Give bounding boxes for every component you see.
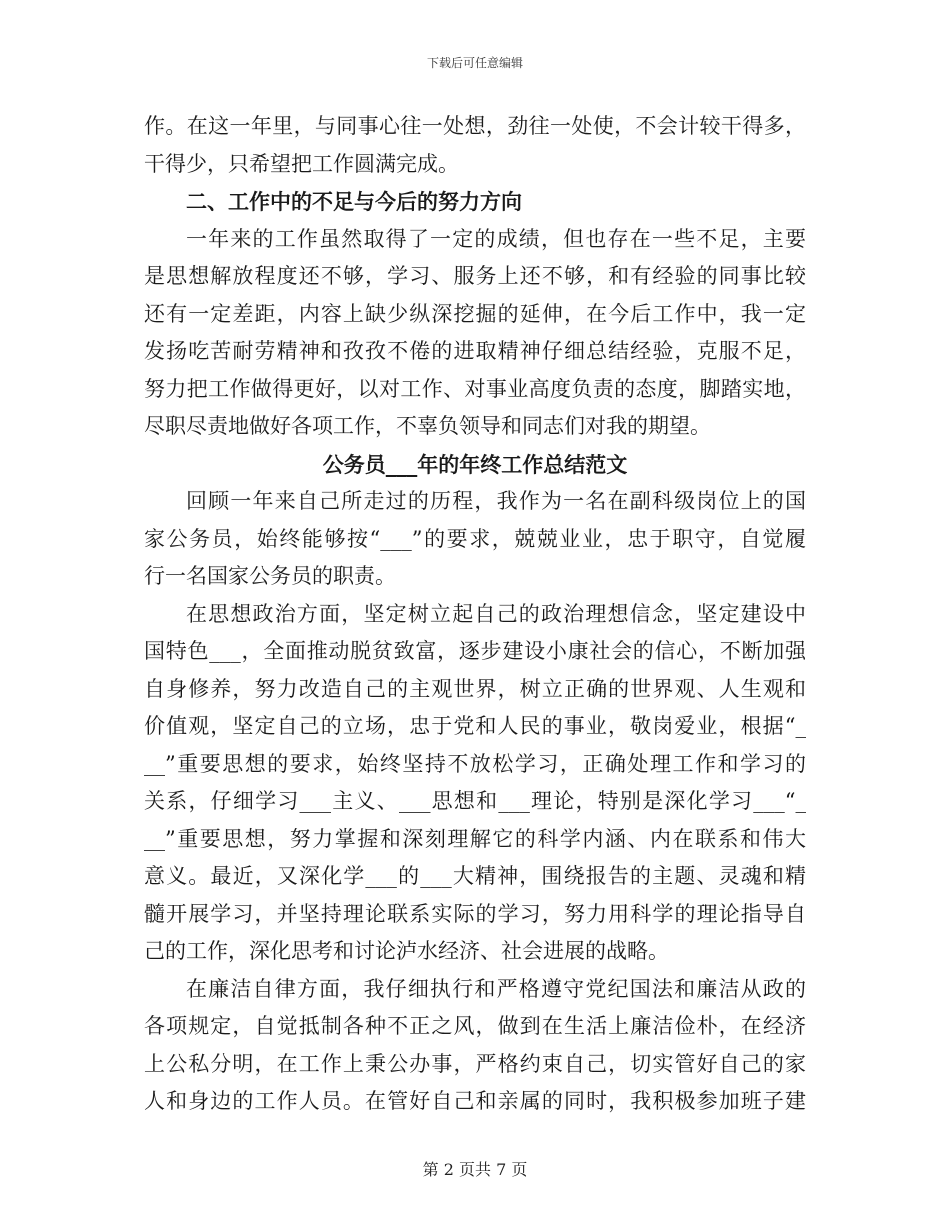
paragraph-line: 关系，仔细学习___主义、___思想和___理论，特别是深化学习___“_	[144, 789, 806, 813]
paragraph-line: 发扬吃苦耐劳精神和孜孜不倦的进取精神仔细总结经验，克服不足，	[144, 339, 806, 363]
article-title	[144, 446, 806, 484]
article-title-blank: ___	[385, 451, 418, 477]
paragraph-line: 己的工作，深化思考和讨论泸水经济、社会进展的战略。	[144, 939, 669, 963]
paragraph-line: 在廉洁自律方面，我仔细执行和严格遵守党纪国法和廉洁从政的	[186, 976, 806, 1001]
section-heading: 二、工作中的不足与今后的努力方向	[186, 189, 522, 214]
paragraph-line: 一年来的工作虽然取得了一定的成绩，但也存在一些不足，主要	[186, 226, 806, 251]
paragraph-line: 意义。最近，又深化学___的___大精神，围绕报告的主题、灵魂和精	[144, 864, 806, 888]
article-title-after: 年的年终工作总结范文	[417, 451, 628, 477]
paragraph-line: 干得少，只希望把工作圆满完成。	[144, 151, 459, 176]
paragraph-line: 家公务员，始终能够按“___”的要求，兢兢业业，忠于职守，自觉履	[144, 526, 806, 551]
page-footer: 第 2 页共 7 页	[422, 1160, 528, 1179]
paragraph-line: 各项规定，自觉抵制各种不正之风，做到在生活上廉洁俭朴，在经济	[144, 1014, 806, 1038]
paragraph-line: 尽职尽责地做好各项工作，不辜负领导和同志们对我的期望。	[144, 414, 711, 438]
paragraph-line: 还有一定差距，内容上缺少纵深挖掘的延伸，在今后工作中，我一定	[144, 301, 806, 326]
paragraph-line: 是思想解放程度还不够，学习、服务上还不够，和有经验的同事比较	[144, 264, 806, 288]
paragraph-line: 作。在这一年里，与同事心往一处想，劲往一处使，不会计较干得多，	[144, 114, 806, 138]
document-body	[144, 108, 806, 1121]
paragraph-line: 人和身边的工作人员。在管好自己和亲属的同时，我积极参加班子建	[144, 1089, 806, 1113]
paragraph-line: 上公私分明，在工作上秉公办事，严格约束自己，切实管好自己的家	[144, 1051, 806, 1076]
paragraph-line: 自身修养，努力改造自己的主观世界，树立正确的世界观、人生观和	[144, 676, 806, 701]
article-title-before: 公务员	[322, 451, 386, 477]
paragraph-line: 行一名国家公务员的职责。	[144, 564, 396, 588]
paragraph-line: 价值观，坚定自己的立场，忠于党和人民的事业，敬岗爱业，根据“_	[144, 714, 806, 738]
paragraph-line: 髓开展学习，并坚持理论联系实际的学习，努力用科学的理论指导自	[144, 901, 806, 926]
paragraph-line: __”重要思想的要求，始终坚持不放松学习，正确处理工作和学习的	[144, 751, 806, 776]
page-header: 下载后可任意编辑	[426, 56, 523, 70]
paragraph-line: 在思想政治方面，坚定树立起自己的政治理想信念，坚定建设中	[186, 601, 806, 626]
paragraph-line: 国特色___，全面推动脱贫致富，逐步建设小康社会的信心，不断加强	[144, 639, 806, 663]
paragraph-line: __”重要思想，努力掌握和深刻理解它的科学内涵、内在联系和伟大	[144, 826, 806, 851]
paragraph-line: 回顾一年来自己所走过的历程，我作为一名在副科级岗位上的国	[186, 489, 806, 513]
paragraph-line: 努力把工作做得更好，以对工作、对事业高度负责的态度，脚踏实地，	[144, 376, 806, 401]
